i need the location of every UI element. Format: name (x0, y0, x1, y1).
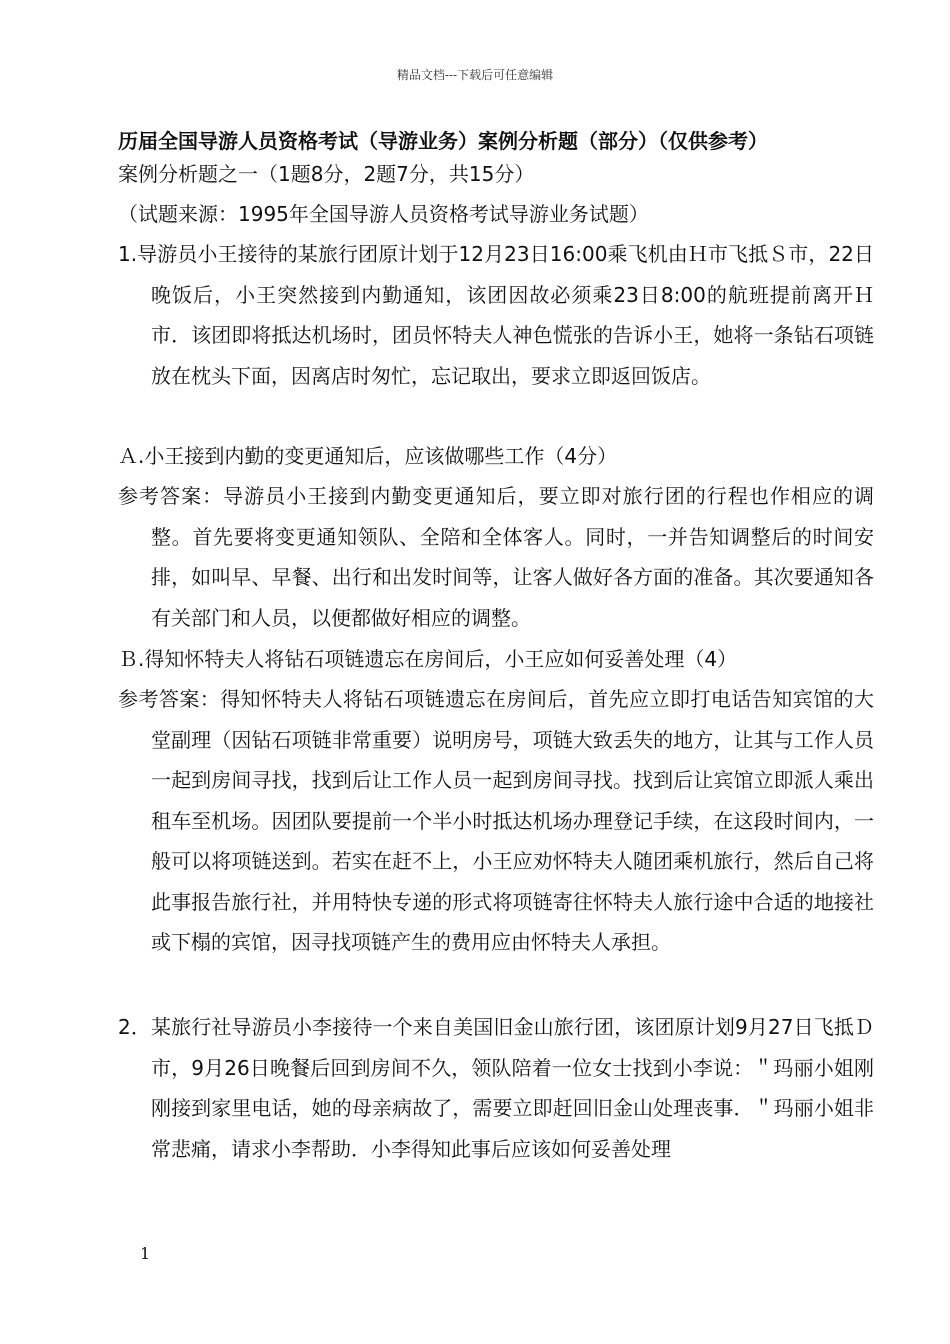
answer-1a: 参考答案：导游员小王接到内勤变更通知后，要立即对旅行团的行程也作相应的调整。首先要将变更通知领队、全陪和全体客人。同时，一并告知调整后的时间安排，如叫早、早餐、出行和出发时间等，让客人做好各方面的准备。其次要通知各有关部门和人员，以便都做好相应的调整。 (118, 484, 874, 630)
question-1b: Ｂ.得知怀特夫人将钻石项链遗忘在房间后，小王应如何妥善处理（4） (118, 647, 738, 671)
intro-line: 案例分析题之一（1题8分，2题7分，共15分） (118, 162, 535, 186)
question-2: 2．某旅行社导游员小李接待一个来自美国旧金山旅行团，该团原计划9月27日飞抵Ｄ市，9月26日晚餐后回到房间不久，领队陪着一位女士找到小李说：＂玛丽小姐刚刚接到家里电话，她的母亲病故了，需要立即赶回旧金山处理丧事．＂玛丽小姐非常悲痛，请求小李帮助．小李得知此事后应该如何妥善处理 (118, 1015, 874, 1161)
question-1a: Ａ.小王接到内勤的变更通知后，应该做哪些工作（4分） (118, 444, 618, 468)
source-line: （试题来源：1995年全国导游人员资格考试导游业务试题） (118, 202, 649, 226)
answer-1b: 参考答案：得知怀特夫人将钻石项链遗忘在房间后，首先应立即打电话告知宾馆的大堂副理（因钻石项链非常重要）说明房号，项链大致丢失的地方，让其与工作人员一起到房间寻找，找到后让工作人员一起到房间寻找。找到后让宾馆立即派人乘出租车至机场。因团队要提前一个半小时抵达机场办理登记手续，在这段时间内，一般可以将项链送到。若实在赶不上，小王应劝怀特夫人随团乘机旅行，然后自己将此事报告旅行社，并用特快专递的形式将项链寄往怀特夫人旅行途中合适的地接社或下榻的宾馆，因寻找项链产生的费用应由怀特夫人承担。 (118, 687, 874, 954)
question-1: 1.导游员小王接待的某旅行团原计划于12月23日16:00乘飞机由Ｈ市飞抵Ｓ市，22日晚饭后，小王突然接到内勤通知，该团因故必须乘23日8:00的航班提前离开Ｈ市．该团即将抵达机场时，团员怀特夫人神色慌张的告诉小王，她将一条钻石项链放在枕头下面，因离店时匆忙，忘记取出，要求立即返回饭店。 (118, 242, 874, 388)
document-title: 历届全国导游人员资格考试（导游业务）案例分析题（部分）（仅供参考） (118, 129, 768, 153)
page-number: 1 (140, 1244, 151, 1263)
page-header: 精品文档---下载后可任意编辑 (396, 68, 554, 82)
